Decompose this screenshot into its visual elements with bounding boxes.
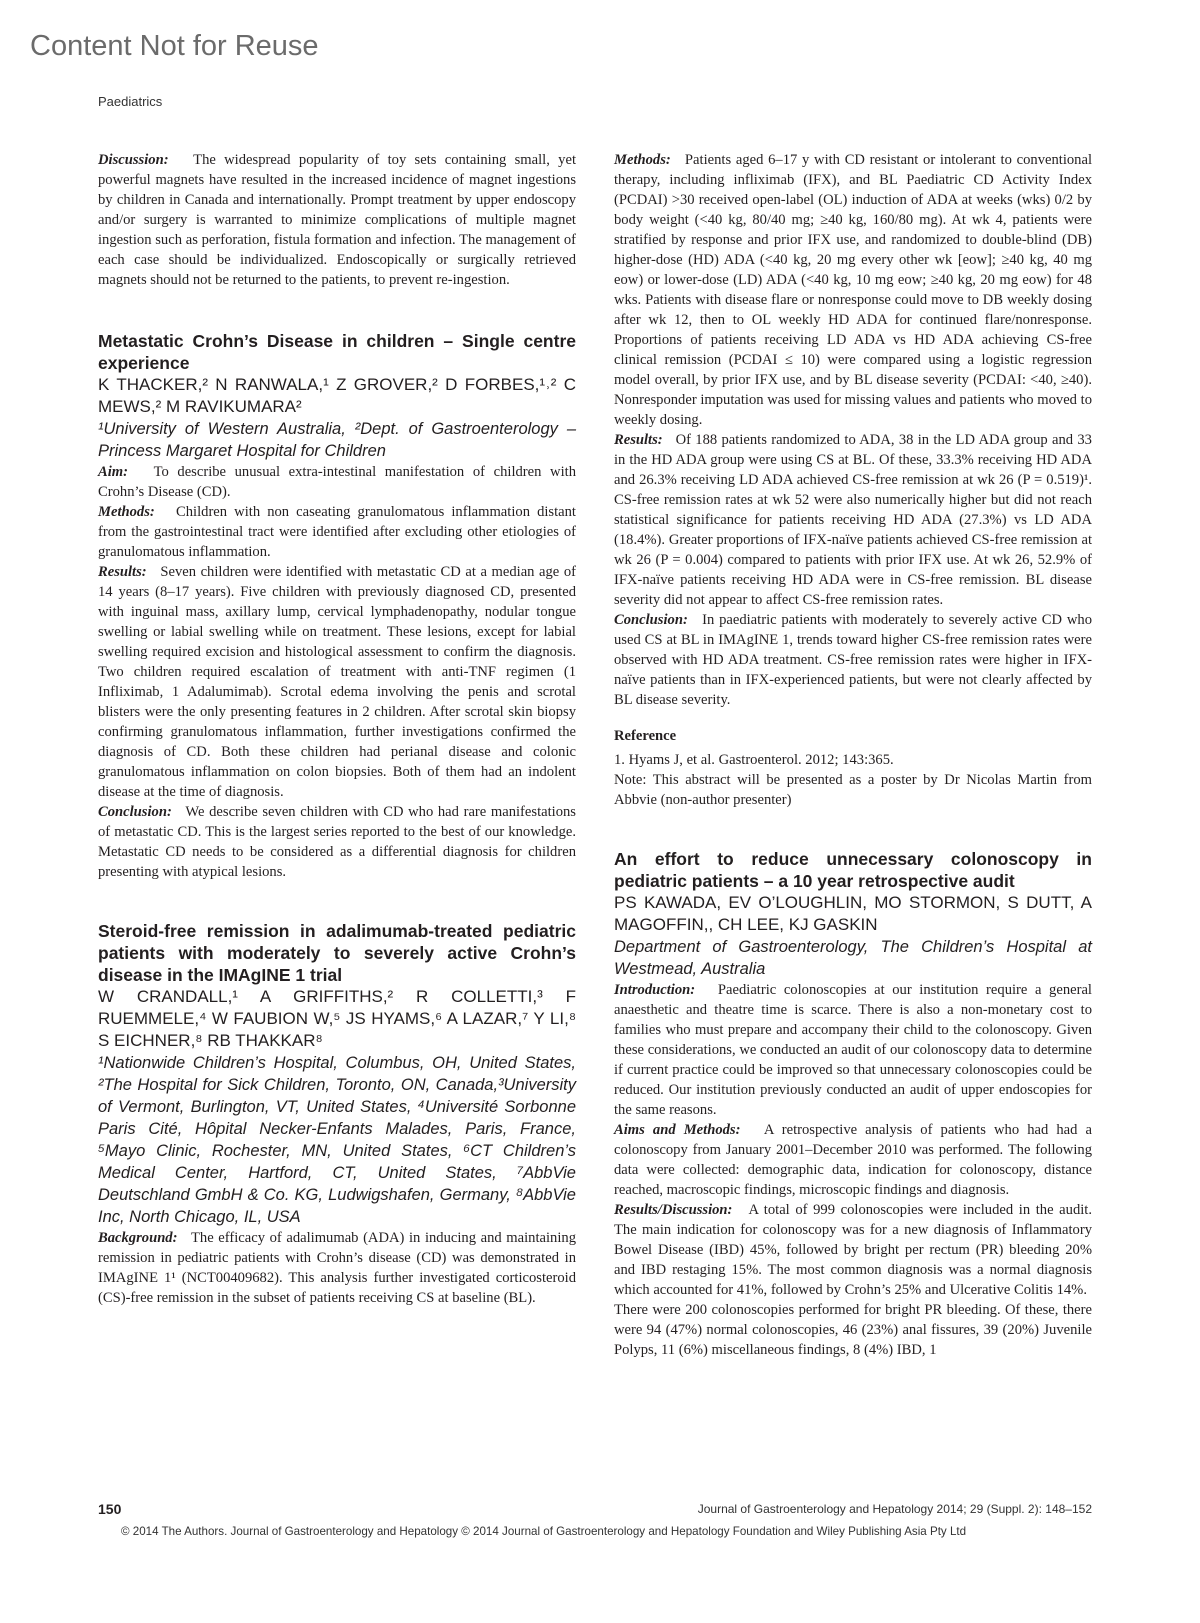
methods-paragraph [98,502,576,562]
affiliation-steroid-free-remission: ¹Nationwide Children’s Hospital, Columbus, OH, United States, ²The Hospital for Sick Children, Toronto, ON, Canada,³University of Vermont, Burlington, VT, United States, ⁴Université Sorbonne Paris Cité, Hôpital Necker-Enfants Malades, Paris, France, ⁵Mayo Clinic, Rochester, MN, United States, ⁶CT Children’s Medical Center, Hartford, CT, United States, ⁷AbbVie Deutschland GmbH & Co. KG, Ludwigshafen, Germany, ⁸AbbVie Inc, North Chicago, IL, USA [98,1054,576,1226]
article-title-metastatic-crohns: Metastatic Crohn’s Disease in children – Single centre experience [98,331,576,373]
discussion-paragraph [98,150,576,290]
article-title-colonoscopy-audit: An effort to reduce unnecessary colonoscopy in pediatric patients – a 10 year retrospective audit [614,849,1092,891]
background-label: Background: [98,1230,178,1246]
affiliation-colonoscopy-audit: Department of Gastroenterology, The Children’s Hospital at Westmead, Australia [614,938,1092,978]
results-discussion-paragraph [614,1200,1092,1300]
ada-results-text: Of 188 patients randomized to ADA, 38 in the LD ADA group and 33 in the HD ADA group were using CS at BL. Of these, 33.3% receiving HD ADA and 26.3% receiving LD ADA achieved CS-free remission at wk 26 (P = 0.519)¹. CS-free remission rates at wk 52 were also numerically higher but did not reach statistical significance for patients receiving HD ADA (27.3%) vs LD ADA (18.4%). Greater proportions of IFX-naïve patients achieved CS-free remission at wk 26 (P = 0.004) compared to patients with prior IFX use. At wk 26, 52.9% of IFX-naïve patients receiving HD ADA were in CS-free remission. BL disease severity did not appear to affect CS-free remission rates. [614,432,1092,608]
methods-text: Children with non caseating granulomatous inflammation distant from the gastrointestinal tract were identified after excluding other etiologies of granulomatous inflammation. [98,504,576,560]
discussion-label: Discussion: [98,152,169,168]
section-label: Paediatrics [98,94,163,109]
right-column [614,150,1092,1360]
ada-methods-label: Methods: [614,152,671,168]
aims-methods-text: A retrospective analysis of patients who had had a colonoscopy from January 2001–December 2010 was performed. The following data were collected: demographic data, indication for colonoscopy, distance reached, macroscopic findings, microscopic findings and diagnosis. [614,1122,1093,1198]
ada-conclusion-label: Conclusion: [614,612,688,628]
background-text: The efficacy of adalimumab (ADA) in inducing and maintaining remission in pediatric patients with Crohn’s disease (CD) was demonstrated in IMAgINE 1¹ (NCT00409682). This analysis further investigated corticosteroid (CS)-free remission in the subset of patients receiving CS at baseline (BL). [98,1230,576,1306]
authors-steroid-free-remission: W CRANDALL,¹ A GRIFFITHS,² R COLLETTI,³ F RUEMMELE,⁴ W FAUBION W,⁵ JS HYAMS,⁶ A LAZAR,⁷ Y LI,⁸ S EICHNER,⁸ RB THAKKAR⁸ [98,987,576,1050]
aims-methods-paragraph [614,1120,1092,1200]
conclusion-text: We describe seven children with CD who had rare manifestations of metastatic CD. This is the largest series reported to the best of our knowledge. Metastatic CD needs to be considered as a differential diagnosis for children presenting with atypical lesions. [98,804,576,880]
article-title-steroid-free-remission: Steroid-free remission in adalimumab-treated pediatric patients with moderately to severely active Crohn’s disease in the IMAgINE 1 trial [98,921,576,985]
ada-results-label: Results: [614,432,663,448]
copyright-notice: © 2014 The Authors. Journal of Gastroenterology and Hepatology © 2014 Journal of Gastroenterology and Hepatology Foundation and Wiley Publishing Asia Pty Ltd [121,1525,967,1538]
ada-conclusion-paragraph [614,610,1092,710]
introduction-paragraph [614,980,1092,1120]
ada-methods-paragraph [614,150,1092,430]
left-column [98,150,576,1308]
discussion-text: The widespread popularity of toy sets containing small, yet powerful magnets have resulted in the increased incidence of magnet ingestions by children in Canada and internationally. Prompt treatment by upper endoscopy and/or surgery is warranted to minimize complications of multiple magnet ingestion such as perforation, fistula formation and infection. The management of each case should be individualized. Endoscopically or surgically retrieved magnets should not be returned to the patients, to prevent re-ingestion. [98,152,576,288]
affiliation-metastatic-crohns: ¹University of Western Australia, ²Dept. of Gastroenterology – Princess Margaret Hospital for Children [98,420,576,460]
aim-text: To describe unusual extra-intestinal manifestation of children with Crohn’s Disease (CD). [98,464,576,500]
ada-conclusion-text: In paediatric patients with moderately to severely active CD who used CS at BL in IMAgINE 1, trends toward higher CS-free remission rates were observed with HD ADA treatment. CS-free remission rates were higher in IFX-naïve patients than in IFX-experienced patients, but were not clearly affected by BL disease severity. [614,612,1092,708]
page-number: 150 [98,1501,122,1517]
watermark: Content Not for Reuse [30,30,319,62]
conclusion-paragraph [98,802,576,882]
presenter-note: Note: This abstract will be presented as a poster by Dr Nicolas Martin from Abbvie (non-author presenter) [614,772,1092,808]
journal-citation: Journal of Gastroenterology and Hepatology 2014; 29 (Suppl. 2): 148–152 [697,1502,1092,1516]
reference-item: 1. Hyams J, et al. Gastroenterol. 2012; 143:365. [614,752,894,768]
results-discussion-label: Results/Discussion: [614,1202,733,1218]
introduction-label: Introduction: [614,982,696,998]
aims-methods-label: Aims and Methods: [614,1122,741,1138]
methods-label: Methods: [98,504,155,520]
results-text: Seven children were identified with metastatic CD at a median age of 14 years (8–17 years). Five children with previously diagnosed CD, presented with inguinal mass, axillary lump, cervical lymphadenopathy, nodular tongue swelling or labial swelling while on treatment. These lesions, except for labial swelling required excision and histological assessment to confirm the diagnosis. Two children required escalation of treatment with anti-TNF regimen (1 Infliximab, 1 Adalumimab). Scrotal edema involving the penis and scrotal blisters were the only presenting features in 2 children. After scrotal skin biopsy confirming granulomatous inflammation, further investigations confirmed the diagnosis of CD. Both these children had perianal disease and colonic granulomatous inflammation on colon biopsies. Both of them had an indolent disease at the time of diagnosis. [98,564,577,800]
ada-results-paragraph [614,430,1092,610]
results-label: Results: [98,564,147,580]
background-paragraph [98,1228,576,1308]
results-paragraph [98,562,576,802]
authors-metastatic-crohns: K THACKER,² N RANWALA,¹ Z GROVER,² D FORBES,¹˒² C MEWS,² M RAVIKUMARA² [98,375,576,416]
introduction-text: Paediatric colonoscopies at our institution require a general anaesthetic and theatre time is scarce. There is also a non-monetary cost to families who must prepare and accompany their child to the colonoscopy. Given these considerations, we conducted an audit of our colonoscopy data to determine if current practice could be improved so that unnecessary colonoscopies could be reduced. Our institution previously conducted an audit of upper endoscopies for the same reasons. [614,982,1092,1118]
aim-paragraph [98,462,576,502]
conclusion-label: Conclusion: [98,804,172,820]
results-discussion-text: A total of 999 colonoscopies were included in the audit. The main indication for colonoscopy was for a new diagnosis of Inflammatory Bowel Disease (IBD) 45%, followed by bright per rectum (PR) bleeding 20% and IBD restaging 15%. The most common diagnosis was a normal diagnosis which accounted for 41%, followed by Crohn’s 25% and Ulcerative Colitis 14%. [614,1202,1092,1298]
authors-colonoscopy-audit: PS KAWADA, EV O’LOUGHLIN, MO STORMON, S DUTT, A MAGOFFIN,, CH LEE, KJ GASKIN [614,893,1092,934]
reference-heading: Reference [614,728,677,744]
aim-label: Aim: [98,464,128,480]
bleeding-paragraph: There were 200 colonoscopies performed for bright PR bleeding. Of these, there were 94 (47%) normal colonoscopies, 46 (23%) anal fissures, 39 (20%) Juvenile Polyps, 11 (6%) miscellaneous findings, 8 (4%) IBD, 1 [614,1302,1092,1358]
ada-methods-text: Patients aged 6–17 y with CD resistant or intolerant to conventional therapy, including infliximab (IFX), and BL Paediatric CD Activity Index (PCDAI) >30 received open-label (OL) induction of ADA at weeks (wks) 0/2 by body weight (<40 kg, 80/40 mg; ≥40 kg, 160/80 mg). At wk 4, patients were stratified by response and prior IFX use, and randomized to double-blind (DB) higher-dose (HD) ADA (<40 kg, 20 mg every other wk [eow]; ≥40 kg, 40 mg eow) or lower-dose (LD) ADA (<40 kg, 10 mg eow; ≥40 kg, 20 mg eow) for 48 wks. Patients with disease flare or nonresponse could move to DB weekly dosing after wk 12, then to OL weekly HD ADA for continued flare/nonresponse. Proportions of patients receiving LD ADA vs HD ADA achieving CS-free clinical remission (PCDAI ≤ 10) were compared using a logistic regression model overall, by prior IFX use, and by BL disease severity (PCDAI: <40, ≥40). Nonresponder imputation was used for missing values and patients who moved to weekly dosing. [614,152,1092,428]
